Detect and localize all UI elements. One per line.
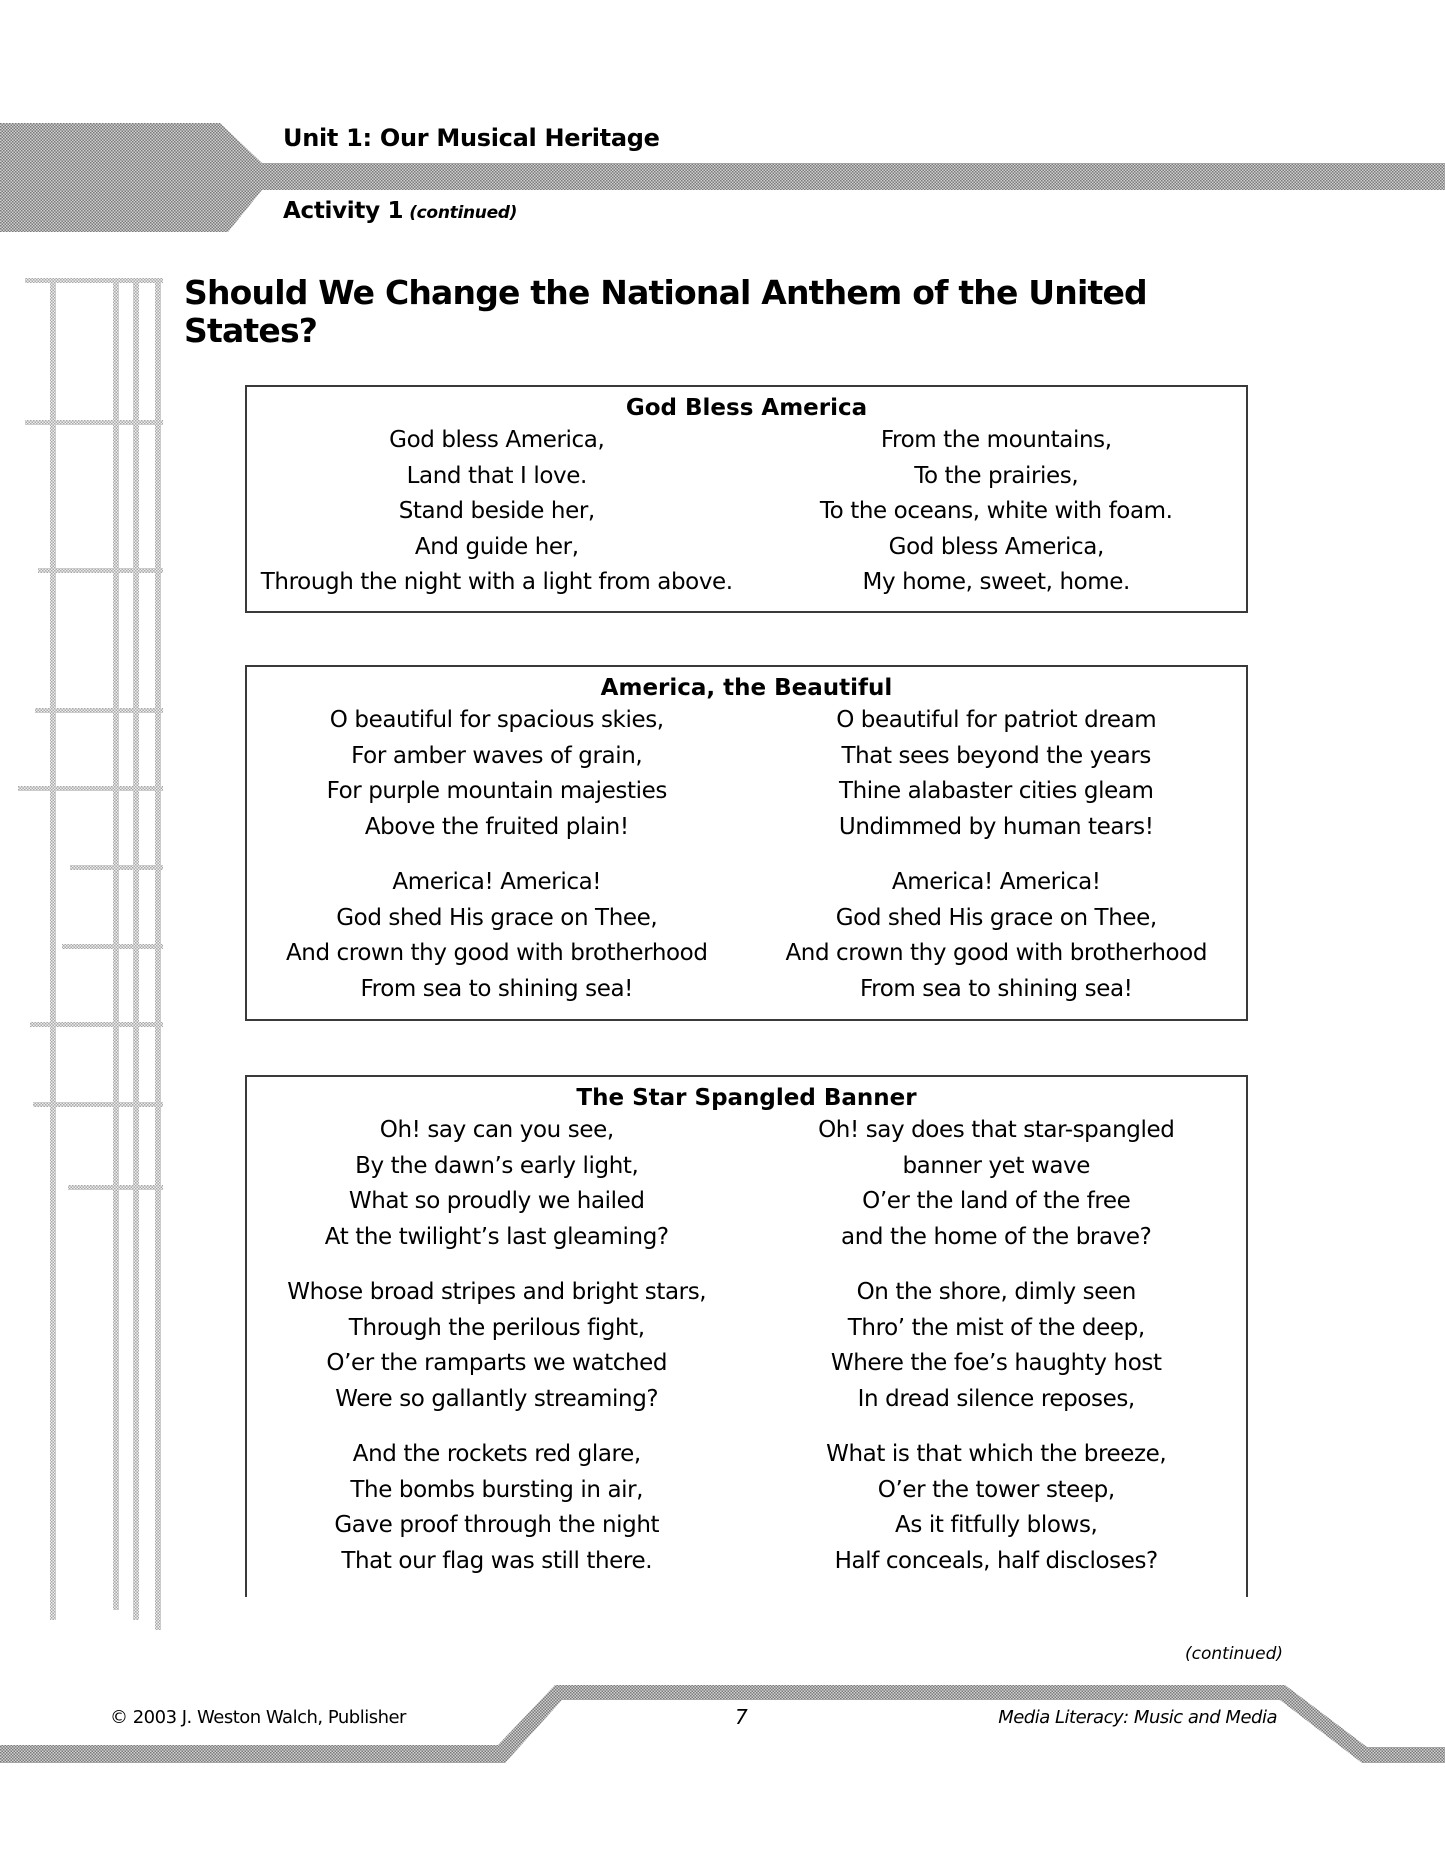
lyric-line: And the rockets red glare, bbox=[352, 1441, 641, 1467]
lyric-line: As it fitfully blows, bbox=[895, 1512, 1098, 1538]
lyric-line: God bless America, bbox=[888, 533, 1104, 560]
lyric-line: Stand beside her, bbox=[398, 498, 595, 524]
lyric-line: What so proudly we hailed bbox=[348, 1188, 645, 1214]
lyric-line: On the shore, dimly seen bbox=[856, 1279, 1136, 1305]
lyric-line: God shed His grace on Thee, bbox=[336, 904, 658, 931]
activity-note: (continued) bbox=[409, 203, 518, 223]
lyric-line: What is that which the breeze, bbox=[826, 1441, 1167, 1467]
lyric-line: Thro’ the mist of the deep, bbox=[847, 1314, 1145, 1341]
lyric-line: Whose broad stripes and bright stars, bbox=[287, 1279, 707, 1305]
stanza bbox=[747, 1113, 1247, 1255]
activity-name: Activity 1 bbox=[283, 198, 404, 224]
lyric-line: That sees beyond the years bbox=[841, 742, 1151, 769]
lyric-line: To the oceans, white with foam. bbox=[819, 498, 1173, 524]
lyric-line: Land that I love. bbox=[406, 462, 587, 489]
lyric-line: And guide her, bbox=[414, 533, 579, 560]
lyrics-columns bbox=[247, 423, 1246, 621]
lyric-line: banner yet wave bbox=[902, 1152, 1091, 1179]
lyric-line: My home, sweet, home. bbox=[862, 569, 1130, 595]
lyrics-column-left bbox=[247, 703, 747, 1027]
lyrics-column-right bbox=[747, 1113, 1247, 1599]
activity-label bbox=[283, 198, 517, 224]
continued-note: (continued) bbox=[1185, 1644, 1283, 1664]
song-box-star-spangled-banner bbox=[245, 1075, 1248, 1597]
lyric-line: Through the night with a light from above. bbox=[260, 569, 733, 595]
lyric-line: From sea to shining sea! bbox=[860, 975, 1133, 1002]
page-title: Should We Change the National Anthem of the United States? bbox=[184, 273, 1147, 350]
stanza bbox=[247, 423, 747, 601]
stanza bbox=[247, 1437, 747, 1579]
lyric-line: America! America! bbox=[392, 869, 602, 895]
lyric-line: Undimmed by human tears! bbox=[838, 813, 1154, 840]
stanza bbox=[747, 1275, 1247, 1417]
lyric-line: Through the perilous fight, bbox=[348, 1314, 645, 1341]
stanza bbox=[247, 1275, 747, 1417]
stanza bbox=[747, 865, 1247, 1007]
stanza bbox=[747, 423, 1247, 601]
footer-copyright: © 2003 J. Weston Walch, Publisher bbox=[110, 1707, 406, 1728]
song-title: The Star Spangled Banner bbox=[576, 1085, 917, 1111]
lyric-line: Oh! say can you see, bbox=[379, 1117, 614, 1143]
stanza bbox=[247, 1113, 747, 1255]
lyric-line: And crown thy good with brotherhood bbox=[285, 940, 708, 966]
stanza bbox=[747, 703, 1247, 845]
lyric-line: God shed His grace on Thee, bbox=[835, 904, 1157, 931]
stanza bbox=[247, 703, 747, 845]
lyric-line: O beautiful for spacious skies, bbox=[329, 707, 664, 733]
lyric-line: From sea to shining sea! bbox=[360, 975, 633, 1002]
song-box-america-the-beautiful bbox=[245, 665, 1248, 1021]
lyric-line: The bombs bursting in air, bbox=[350, 1476, 644, 1503]
left-grid-ornament bbox=[18, 278, 163, 1630]
stanza bbox=[747, 1437, 1247, 1579]
lyric-line: Thine alabaster cities gleam bbox=[838, 778, 1154, 804]
song-box-god-bless-america bbox=[245, 385, 1248, 613]
lyric-line: Above the fruited plain! bbox=[364, 813, 629, 840]
lyric-line: In dread silence reposes, bbox=[857, 1385, 1135, 1412]
lyric-line: To the prairies, bbox=[914, 462, 1079, 489]
lyrics-column-right bbox=[747, 703, 1247, 1027]
stanza bbox=[247, 865, 747, 1007]
lyric-line: Half conceals, half discloses? bbox=[834, 1547, 1158, 1574]
lyric-line: and the home of the brave? bbox=[841, 1223, 1152, 1250]
page-number: 7 bbox=[735, 1705, 748, 1729]
lyric-line: By the dawn’s early light, bbox=[355, 1152, 639, 1179]
song-title: America, the Beautiful bbox=[600, 675, 893, 701]
lyrics-columns bbox=[247, 703, 1246, 1027]
lyric-line: For amber waves of grain, bbox=[351, 742, 643, 769]
unit-title: Unit 1: Our Musical Heritage bbox=[283, 124, 660, 152]
lyrics-columns bbox=[247, 1113, 1246, 1599]
footer-book-title: Media Literacy: Music and Media bbox=[998, 1707, 1277, 1728]
lyric-line: O’er the tower steep, bbox=[877, 1476, 1115, 1503]
lyric-line: Oh! say does that star-spangled bbox=[818, 1117, 1175, 1143]
lyric-line: Gave proof through the night bbox=[334, 1512, 660, 1538]
header-banner-shape bbox=[0, 123, 1445, 232]
lyric-line: Were so gallantly streaming? bbox=[335, 1385, 659, 1412]
lyric-line: O’er the land of the free bbox=[862, 1188, 1131, 1214]
lyric-line: At the twilight’s last gleaming? bbox=[324, 1223, 669, 1250]
lyric-line: America! America! bbox=[891, 869, 1101, 895]
lyrics-column-left bbox=[247, 423, 747, 621]
lyric-line: God bless America, bbox=[389, 427, 605, 453]
lyrics-column-left bbox=[247, 1113, 747, 1599]
lyric-line: For purple mountain majesties bbox=[326, 778, 667, 804]
song-title: God Bless America bbox=[625, 395, 868, 421]
lyric-line: O’er the ramparts we watched bbox=[326, 1350, 668, 1376]
lyric-line: From the mountains, bbox=[880, 427, 1112, 453]
lyrics-column-right bbox=[747, 423, 1247, 621]
lyric-line: O beautiful for patriot dream bbox=[836, 707, 1157, 733]
lyric-line: And crown thy good with brotherhood bbox=[785, 940, 1208, 966]
lyric-line: Where the foe’s haughty host bbox=[830, 1350, 1162, 1376]
lyric-line: That our flag was still there. bbox=[341, 1547, 653, 1574]
